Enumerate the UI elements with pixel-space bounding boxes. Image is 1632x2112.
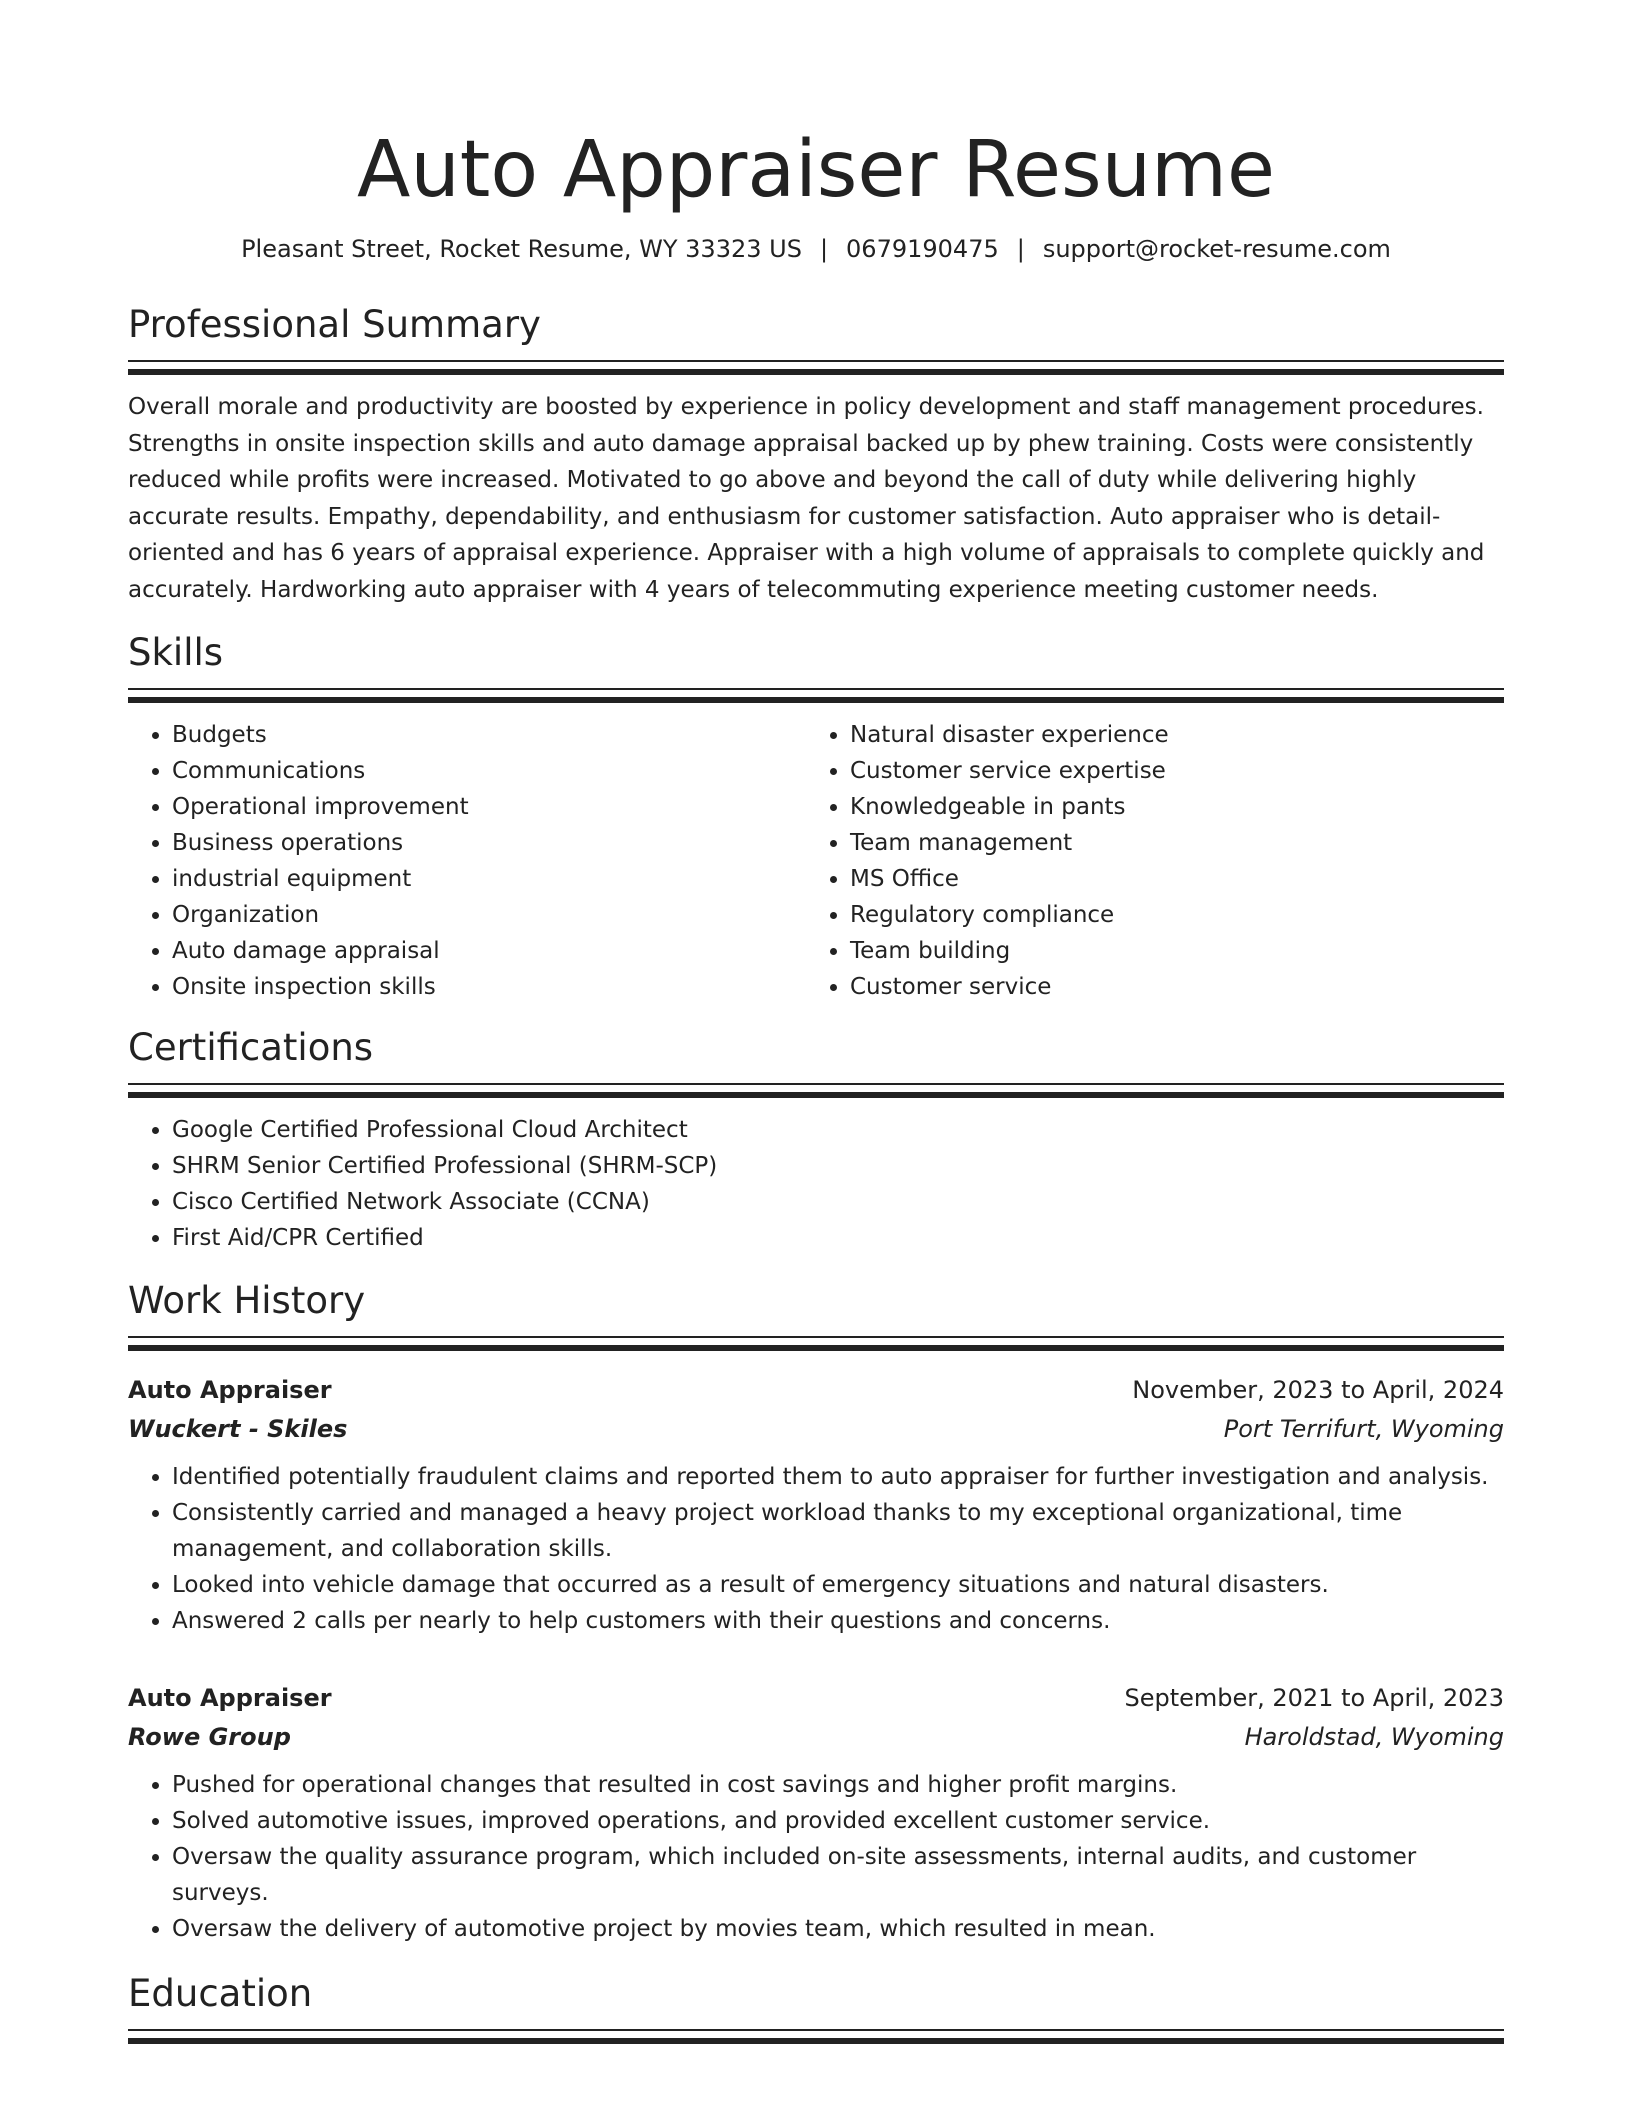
section-divider xyxy=(128,1083,1504,1098)
section-heading-education: Education xyxy=(128,1972,313,2015)
skill-item: • Team management xyxy=(850,825,1484,861)
skill-item: • Customer service expertise xyxy=(850,753,1484,789)
skills-grid xyxy=(128,703,1504,1005)
job-entry xyxy=(128,1371,1504,1639)
skill-item: • Team building xyxy=(850,933,1484,969)
job-bullets xyxy=(128,1459,1504,1639)
job-bullet: • Identified potentially fraudulent claims and reported them to auto appraiser for further investigation and analysis. xyxy=(172,1459,1504,1495)
skill-item: • Natural disaster experience xyxy=(850,717,1484,753)
certifications-section xyxy=(128,1025,1504,1256)
section-divider xyxy=(128,360,1504,375)
section-divider xyxy=(128,2029,1504,2044)
job-title: Auto Appraiser xyxy=(128,1684,332,1712)
skill-item: • Organization xyxy=(172,897,806,933)
skill-item: • Communications xyxy=(172,753,806,789)
work-history-section xyxy=(128,1278,1504,1947)
skill-item: • MS Office xyxy=(850,861,1484,897)
skill-item: • Budgets xyxy=(172,717,806,753)
certification-item: • SHRM Senior Certified Professional (SHRM-SCP) xyxy=(172,1148,1504,1184)
skill-item: • Onsite inspection skills xyxy=(172,969,806,1005)
contact-email[interactable]: support@rocket-resume.com xyxy=(1042,235,1391,263)
certification-item: • Cisco Certified Network Associate (CCNA) xyxy=(172,1184,1504,1220)
contact-phone[interactable]: 0679190475 xyxy=(846,235,999,263)
contact-separator: | xyxy=(819,235,829,263)
job-bullet: • Looked into vehicle damage that occurred as a result of emergency situations and natural disasters. xyxy=(172,1567,1504,1603)
skill-item: • Regulatory compliance xyxy=(850,897,1484,933)
summary-text: Overall morale and productivity are boosted by experience in policy development and staff management procedures. Strengths in onsite inspection skills and auto damage appraisal backed up by phew training. Costs were consistently reduced while profits were increased. Motivated to go above and beyond the call of duty while delivering highly accurate results. Empathy, dependability, and enthusiasm for customer satisfaction. Auto appraiser who is detail-oriented and has 6 years of appraisal experience. Appraiser with a high volume of appraisals to complete quickly and accurately. Hardworking auto appraiser with 4 years of telecommuting experience meeting customer needs. xyxy=(128,394,1485,603)
job-dates: November, 2023 to April, 2024 xyxy=(1132,1376,1504,1404)
section-heading-work-history: Work History xyxy=(128,1279,366,1322)
skills-list-right xyxy=(806,717,1484,1005)
summary-section xyxy=(128,302,1504,608)
job-title: Auto Appraiser xyxy=(128,1376,332,1404)
certifications-list xyxy=(128,1112,1504,1256)
skill-item: • Operational improvement xyxy=(172,789,806,825)
job-location: Haroldstad, Wyoming xyxy=(1244,1723,1504,1751)
job-company-row xyxy=(128,1410,1504,1449)
contact-line xyxy=(128,232,1504,266)
skills-list-left xyxy=(128,717,806,1005)
job-bullets xyxy=(128,1767,1504,1947)
resume-page xyxy=(128,0,1504,2044)
job-header-row xyxy=(128,1371,1504,1410)
job-bullet: • Oversaw the delivery of automotive project by movies team, which resulted in mean. xyxy=(172,1911,1504,1947)
section-divider xyxy=(128,688,1504,703)
job-bullet: • Oversaw the quality assurance program, which included on-site assessments, internal audits, and customer surveys. xyxy=(172,1839,1504,1911)
skills-section xyxy=(128,630,1504,1005)
job-dates: September, 2021 to April, 2023 xyxy=(1124,1684,1504,1712)
certification-item: • Google Certified Professional Cloud Architect xyxy=(172,1112,1504,1148)
skill-item: • industrial equipment xyxy=(172,861,806,897)
section-heading-skills: Skills xyxy=(128,631,224,674)
job-header-row xyxy=(128,1679,1504,1718)
job-location: Port Terrifurt, Wyoming xyxy=(1223,1415,1504,1443)
education-section xyxy=(128,1971,1504,2044)
certification-item: • First Aid/CPR Certified xyxy=(172,1220,1504,1256)
contact-address: Pleasant Street, Rocket Resume, WY 33323 US xyxy=(241,235,802,263)
skill-item: • Customer service xyxy=(850,969,1484,1005)
job-company-row xyxy=(128,1718,1504,1757)
section-heading-summary: Professional Summary xyxy=(128,303,541,346)
contact-separator: | xyxy=(1016,235,1025,263)
job-bullet: • Consistently carried and managed a heavy project workload thanks to my exceptional organizational, time management, and collaboration skills. xyxy=(172,1495,1504,1567)
skill-item: • Business operations xyxy=(172,825,806,861)
resume-title: Auto Appraiser Resume xyxy=(356,125,1276,215)
job-bullet: • Pushed for operational changes that resulted in cost savings and higher profit margins. xyxy=(172,1767,1504,1803)
section-divider xyxy=(128,1336,1504,1351)
section-heading-certifications: Certifications xyxy=(128,1026,374,1069)
skill-item: • Auto damage appraisal xyxy=(172,933,806,969)
skill-item: • Knowledgeable in pants xyxy=(850,789,1484,825)
job-company: Rowe Group xyxy=(128,1723,291,1751)
job-company: Wuckert - Skiles xyxy=(128,1415,348,1443)
job-bullet: • Solved automotive issues, improved operations, and provided excellent customer service. xyxy=(172,1803,1504,1839)
job-entry xyxy=(128,1679,1504,1947)
job-bullet: • Answered 2 calls per nearly to help customers with their questions and concerns. xyxy=(172,1603,1504,1639)
